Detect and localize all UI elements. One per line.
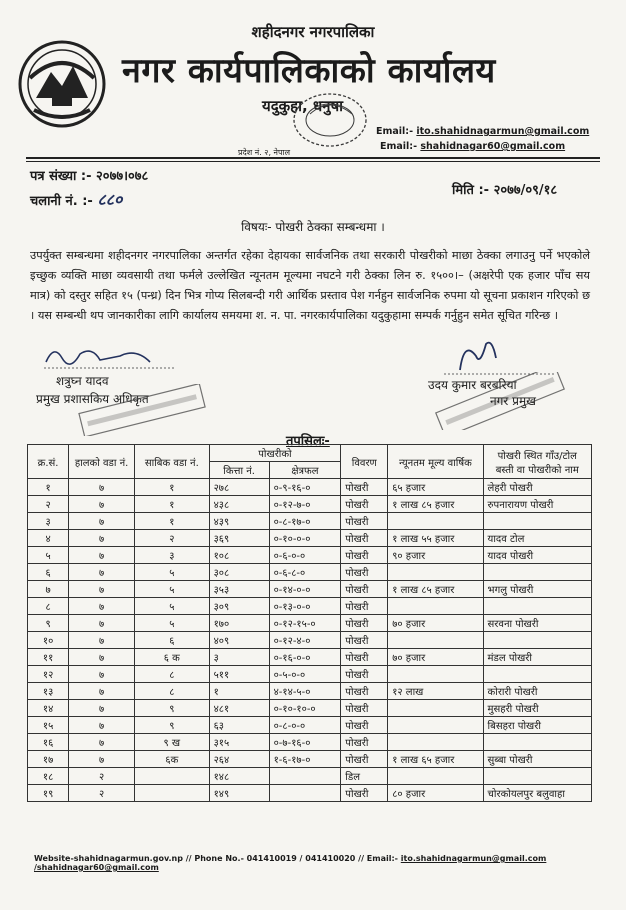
cell-ward: ७ xyxy=(69,700,135,717)
header-sn: क्र.सं. xyxy=(28,445,69,479)
cell-detail: पोखरी xyxy=(341,479,388,496)
date-value: २०७७/०९/१८ xyxy=(493,183,558,198)
cell-ward: ७ xyxy=(69,530,135,547)
cell-detail: पोखरी xyxy=(341,547,388,564)
cell-ward: २ xyxy=(69,785,135,802)
cell-kitta: ४८१ xyxy=(209,700,269,717)
cell-area xyxy=(269,785,341,802)
cell-old: १ xyxy=(135,513,210,530)
district-name: यदुकुहा, धनुषा xyxy=(262,97,344,115)
cell-detail: पोखरी xyxy=(341,632,388,649)
email-line-1 xyxy=(376,126,589,137)
cell-area: १-६-१७-० xyxy=(269,751,341,768)
cell-sn: १९ xyxy=(28,785,69,802)
cell-ward: ७ xyxy=(69,479,135,496)
cell-detail: पोखरी xyxy=(341,615,388,632)
header-divider-thin xyxy=(26,161,600,162)
office-title: नगर कार्यपालिकाको कार्यालय xyxy=(122,51,496,91)
cell-detail: पोखरी xyxy=(341,513,388,530)
cell-name: भगलु पोखरी xyxy=(483,581,591,598)
cell-sn: ५ xyxy=(28,547,69,564)
cell-area: ०-१२-७-० xyxy=(269,496,341,513)
header-old-ward: साबिक वडा नं. xyxy=(135,445,210,479)
cell-detail: पोखरी xyxy=(341,700,388,717)
cell-kitta: ३०९ xyxy=(209,598,269,615)
cell-kitta: ४३८ xyxy=(209,496,269,513)
table-row xyxy=(28,785,592,802)
cell-value xyxy=(388,717,483,734)
cell-area: ०-७-१६-० xyxy=(269,734,341,751)
table-row xyxy=(28,598,592,615)
cell-ward: ७ xyxy=(69,615,135,632)
cell-area: ०-१३-०-० xyxy=(269,598,341,615)
cell-old: ६ क xyxy=(135,649,210,666)
header-pond: पोखरीको xyxy=(209,445,341,462)
cell-old xyxy=(135,768,210,785)
cell-value: १ लाख ५५ हजार xyxy=(388,530,483,547)
email-link-1[interactable]: ito.shahidnagarmun@gmail.com xyxy=(416,126,590,137)
address-small: प्रदेश नं. २, नेपाल xyxy=(238,148,291,157)
cell-name xyxy=(483,768,591,785)
cell-ward: ७ xyxy=(69,649,135,666)
cell-ward: ७ xyxy=(69,734,135,751)
header-detail: विवरण xyxy=(341,445,388,479)
cell-ward: ७ xyxy=(69,496,135,513)
cell-sn: २ xyxy=(28,496,69,513)
cell-ward: ७ xyxy=(69,717,135,734)
cell-old: ५ xyxy=(135,615,210,632)
cell-name: लेहरी पोखरी xyxy=(483,479,591,496)
cell-detail: पोखरी xyxy=(341,734,388,751)
signatory-left-title: प्रमुख प्रशासकिय अधिकृत xyxy=(36,392,149,406)
cell-sn: ३ xyxy=(28,513,69,530)
cell-area xyxy=(269,768,341,785)
cell-value: ६५ हजार xyxy=(388,479,483,496)
cell-area: ०-१४-०-० xyxy=(269,581,341,598)
cell-name: सरवना पोखरी xyxy=(483,615,591,632)
cell-ward: ७ xyxy=(69,581,135,598)
cell-value xyxy=(388,513,483,530)
cell-ward: ७ xyxy=(69,683,135,700)
cell-ward: ७ xyxy=(69,513,135,530)
cell-detail: पोखरी xyxy=(341,785,388,802)
table-row xyxy=(28,649,592,666)
letter-number-value: २०७७।०७८ xyxy=(96,169,149,184)
rubber-stamp-right-icon xyxy=(420,372,580,430)
table-row xyxy=(28,615,592,632)
cell-value: १ लाख ८५ हजार xyxy=(388,496,483,513)
cell-name xyxy=(483,598,591,615)
cell-name: सुब्बा पोखरी xyxy=(483,751,591,768)
cell-old: ९ xyxy=(135,700,210,717)
header-area: क्षेत्रफल xyxy=(269,462,341,479)
cell-kitta: १७० xyxy=(209,615,269,632)
table-row xyxy=(28,683,592,700)
cell-value xyxy=(388,598,483,615)
dispatch-number xyxy=(30,188,122,210)
cell-name xyxy=(483,513,591,530)
cell-name xyxy=(483,666,591,683)
cell-name: यादव पोखरी xyxy=(483,547,591,564)
table-row xyxy=(28,530,592,547)
cell-detail: पोखरी xyxy=(341,666,388,683)
cell-kitta: ५११ xyxy=(209,666,269,683)
table-row xyxy=(28,581,592,598)
cell-kitta: ४३९ xyxy=(209,513,269,530)
nepal-emblem-icon xyxy=(16,38,108,130)
cell-old: १ xyxy=(135,479,210,496)
cell-old: ८ xyxy=(135,683,210,700)
cell-value xyxy=(388,734,483,751)
cell-old: १ xyxy=(135,496,210,513)
cell-value: ७० हजार xyxy=(388,649,483,666)
header-divider xyxy=(26,157,600,159)
cell-old: ५ xyxy=(135,598,210,615)
cell-name: मुसहरी पोखरी xyxy=(483,700,591,717)
cell-kitta: २६४ xyxy=(209,751,269,768)
table-row xyxy=(28,632,592,649)
cell-sn: १३ xyxy=(28,683,69,700)
cell-detail: पोखरी xyxy=(341,598,388,615)
cell-detail: पोखरी xyxy=(341,530,388,547)
cell-detail: डिल xyxy=(341,768,388,785)
cell-sn: ११ xyxy=(28,649,69,666)
cell-detail: पोखरी xyxy=(341,649,388,666)
cell-kitta: ३१५ xyxy=(209,734,269,751)
cell-sn: १२ xyxy=(28,666,69,683)
footer-email-link[interactable]: ito.shahidnagarmun@gmail.com /shahidnagar60@gmail.com xyxy=(34,854,547,872)
email-link-2[interactable]: shahidnagar60@gmail.com xyxy=(420,141,566,152)
cell-value: १ लाख ६५ हजार xyxy=(388,751,483,768)
pond-table xyxy=(27,444,592,802)
table-row xyxy=(28,564,592,581)
cell-kitta: ६३ xyxy=(209,717,269,734)
cell-value xyxy=(388,700,483,717)
cell-area: ०-६-०-० xyxy=(269,547,341,564)
cell-detail: पोखरी xyxy=(341,564,388,581)
cell-value: ९० हजार xyxy=(388,547,483,564)
cell-value: १२ लाख xyxy=(388,683,483,700)
header-min-value: न्यूनतम मूल्य वार्षिक xyxy=(388,445,483,479)
cell-kitta: ३०८ xyxy=(209,564,269,581)
cell-area: ०-१०-०-० xyxy=(269,530,341,547)
cell-kitta: ३ xyxy=(209,649,269,666)
cell-old: ३ xyxy=(135,547,210,564)
table-row xyxy=(28,547,592,564)
footer xyxy=(34,854,626,872)
table-title: तपसिलः- xyxy=(286,434,330,449)
cell-detail: पोखरी xyxy=(341,717,388,734)
cell-area: ०-९-१६-० xyxy=(269,479,341,496)
cell-ward: ७ xyxy=(69,547,135,564)
cell-kitta: १ xyxy=(209,683,269,700)
table-row xyxy=(28,768,592,785)
cell-kitta: १४८ xyxy=(209,768,269,785)
cell-kitta: १४९ xyxy=(209,785,269,802)
cell-ward: ७ xyxy=(69,666,135,683)
letter-number-label: पत्र संख्या :- xyxy=(30,169,92,184)
date xyxy=(452,180,557,198)
header-ward: हालको वडा नं. xyxy=(69,445,135,479)
cell-value xyxy=(388,564,483,581)
cell-sn: १८ xyxy=(28,768,69,785)
cell-sn: १६ xyxy=(28,734,69,751)
table-row xyxy=(28,666,592,683)
cell-kitta: ४०९ xyxy=(209,632,269,649)
letter-number xyxy=(30,166,148,184)
signatory-left-name: शत्रुघ्न यादव xyxy=(56,374,109,388)
cell-detail: पोखरी xyxy=(341,751,388,768)
cell-detail: पोखरी xyxy=(341,496,388,513)
cell-old: ६क xyxy=(135,751,210,768)
municipality-name: शहीदनगर नगरपालिका xyxy=(251,23,375,41)
cell-old: ६ xyxy=(135,632,210,649)
table-row xyxy=(28,496,592,513)
cell-sn: १५ xyxy=(28,717,69,734)
signatory-right-title: नगर प्रमुख xyxy=(490,394,536,408)
cell-ward: ७ xyxy=(69,751,135,768)
cell-value xyxy=(388,632,483,649)
cell-detail: पोखरी xyxy=(341,683,388,700)
date-label: मिति :- xyxy=(452,183,490,198)
table-row xyxy=(28,513,592,530)
cell-kitta: ३६९ xyxy=(209,530,269,547)
cell-old: ९ xyxy=(135,717,210,734)
cell-name xyxy=(483,734,591,751)
cell-sn: ९ xyxy=(28,615,69,632)
email-label: Email:- xyxy=(376,126,414,137)
cell-value: ७० हजार xyxy=(388,615,483,632)
cell-area: ०-१०-१०-० xyxy=(269,700,341,717)
cell-ward: २ xyxy=(69,768,135,785)
cell-area: ०-६-८-० xyxy=(269,564,341,581)
cell-name: चोरकोयलपुर बलुवाहा xyxy=(483,785,591,802)
cell-name: यादव टोल xyxy=(483,530,591,547)
cell-name: मंडल पोखरी xyxy=(483,649,591,666)
cell-value xyxy=(388,666,483,683)
table-row xyxy=(28,751,592,768)
cell-old: ८ xyxy=(135,666,210,683)
email-line-2 xyxy=(380,141,565,152)
footer-website: Website-shahidnagarmun.gov.np // Phone No.- 041410019 / 041410020 // Email:- xyxy=(34,854,398,863)
cell-name: कोरारी पोखरी xyxy=(483,683,591,700)
cell-name: बिसहरा पोखरी xyxy=(483,717,591,734)
cell-sn: १७ xyxy=(28,751,69,768)
cell-sn: ४ xyxy=(28,530,69,547)
cell-sn: ६ xyxy=(28,564,69,581)
cell-old: २ xyxy=(135,530,210,547)
email-label: Email:- xyxy=(380,141,418,152)
cell-ward: ७ xyxy=(69,598,135,615)
table-row xyxy=(28,479,592,496)
cell-area: ०-१६-०-० xyxy=(269,649,341,666)
cell-sn: १० xyxy=(28,632,69,649)
cell-kitta: ३५३ xyxy=(209,581,269,598)
cell-name xyxy=(483,564,591,581)
rubber-stamp-left-icon xyxy=(68,384,218,436)
cell-old: ५ xyxy=(135,564,210,581)
body-paragraph: उपर्युक्त सम्बन्धमा शहीदनगर नगरपालिका अन्तर्गत रहेका देहायका सार्वजनिक तथा सरकारी पोखरीको माछा ठेक्का लगाउनु पर्ने भएकोले इच्छुक व्यक्ति माछा व्यवसायी तथा फर्मले उल्लेखित न्यूनतम मूल्यमा नघटने गरी ठेक्का लिन रु. १५००।– (अक्षरेपी एक हजार पाँच सय मात्र) को दस्तुर सहित १५ (पन्ध्र) दिन भित्र गोप्य सिलबन्दी गरी आर्थिक प्रस्ताव पेश गर्नहुन सार्वजनिक रुपमा यो सूचना प्रकाशन गरिएको छ । यस सम्बन्धी थप जानकारीका लागि कार्यालय समयमा श. न. पा. नगरकार्यपालिका यदुकुहामा सम्पर्क गर्नुहुन समेत सूचित गरिन्छ । xyxy=(30,249,590,322)
cell-name xyxy=(483,632,591,649)
table-row xyxy=(28,700,592,717)
cell-area: ०-१२-१५-० xyxy=(269,615,341,632)
cell-kitta: २७८ xyxy=(209,479,269,496)
cell-area: ०-१२-४-० xyxy=(269,632,341,649)
cell-old: ५ xyxy=(135,581,210,598)
cell-sn: ८ xyxy=(28,598,69,615)
cell-area: ०-५-०-० xyxy=(269,666,341,683)
cell-sn: १ xyxy=(28,479,69,496)
cell-area: ४-१४-५-० xyxy=(269,683,341,700)
cell-detail: पोखरी xyxy=(341,581,388,598)
signatory-right-name: उदय कुमार बरबरिया xyxy=(428,378,517,392)
cell-kitta: १०८ xyxy=(209,547,269,564)
header-kitta: कित्ता नं. xyxy=(209,462,269,479)
cell-area: ०-८-१७-० xyxy=(269,513,341,530)
cell-old: ९ ख xyxy=(135,734,210,751)
cell-ward: ७ xyxy=(69,632,135,649)
subject-line: विषयः- पोखरी ठेक्का सम्बन्धमा । xyxy=(241,220,385,234)
cell-area: ०-८-०-० xyxy=(269,717,341,734)
cell-value xyxy=(388,768,483,785)
cell-name: रुपनारायण पोखरी xyxy=(483,496,591,513)
cell-ward: ७ xyxy=(69,564,135,581)
table-row xyxy=(28,734,592,751)
cell-value: १ लाख ८५ हजार xyxy=(388,581,483,598)
header-location: पोखरी स्थित गाँउ/टोल बस्ती वा पोखरीको नाम xyxy=(483,445,591,479)
dispatch-number-label: चलानी नं. :- xyxy=(30,194,93,209)
table-row xyxy=(28,717,592,734)
dispatch-number-value: ८८० xyxy=(97,190,123,209)
cell-sn: ७ xyxy=(28,581,69,598)
signature-left-icon xyxy=(40,342,180,370)
cell-old xyxy=(135,785,210,802)
cell-sn: १४ xyxy=(28,700,69,717)
signature-right-icon xyxy=(440,336,560,376)
cell-value: ८० हजार xyxy=(388,785,483,802)
